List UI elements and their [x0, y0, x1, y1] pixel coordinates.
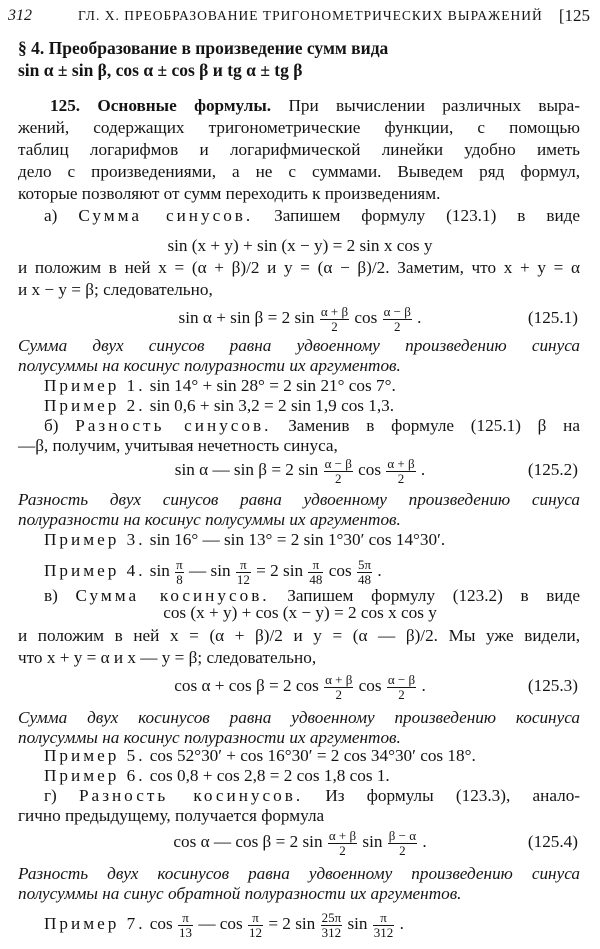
intro-line-4: дело с произведениями, а не с суммами. Выведем ряд формул, — [18, 162, 580, 181]
sub-a-line-2: и положим в ней x = (α + β)/2 и y = (α − β)/2. Заметим, что x + y = α — [18, 258, 580, 277]
sub-a-line: а) Сумма синусов. Запишем формулу (123.1) в виде — [44, 206, 581, 225]
equation-125-2: sin α — sin β = 2 sin $\frac{\alpha - \beta}{2}$ cos $\frac{\alpha + \beta}{2}$ . (125.2) — [0, 450, 600, 490]
intro-heading: 125. Основные формулы. — [50, 96, 272, 115]
sub-d-title: Разность косинусов. — [79, 786, 304, 805]
example-1: Пример 1. sin 14° + sin 28° = 2 sin 21° cos 7°. — [44, 376, 396, 395]
sub-c-title: Сумма косинусов. — [75, 586, 270, 605]
running-header — [8, 6, 590, 30]
rule-diff-cosines-2: полусуммы на синус обратной полуразности их аргументов. — [18, 884, 462, 903]
equation-number: (125.4) — [527, 832, 578, 851]
equation-cos-base: cos (x + y) + cos (x − y) = 2 cos x cos y — [163, 603, 437, 622]
sub-b-line-2: —β, получим, учитывая нечетность синуса, — [18, 436, 338, 455]
equation-125-3: cos α + cos β = 2 cos $\frac{\alpha + \beta}{2}$ cos $\frac{\alpha - \beta}{2}$ . (125.3) — [0, 666, 600, 706]
intro-line-1: 125. Основные формулы. При вычислении различных выра- — [50, 96, 580, 115]
equation-number: (125.2) — [527, 460, 578, 479]
sub-d-line-2: гично предыдущему, получается формула — [18, 806, 325, 825]
section-title-line1: § 4. Преобразование в произведение сумм вида — [18, 38, 389, 58]
example-6: Пример 6. cos 0,8 + cos 2,8 = 2 cos 1,8 cos 1. — [44, 766, 390, 785]
rule-sum-cosines-1: Сумма двух косинусов равна удвоенному произведению косинуса — [18, 708, 580, 727]
paragraph-marker: [125 — [558, 6, 590, 25]
equation-125-4: cos α — cos β = 2 sin $\frac{\alpha + \beta}{2}$ sin $\frac{\beta - \alpha}{2}$ . (125.4) — [0, 822, 600, 862]
example-3: Пример 3. sin 16° — sin 13° = 2 sin 1°30′ cos 14°30′. — [44, 530, 446, 549]
page-number: 312 — [8, 7, 32, 24]
rule-sum-sines-1: Сумма двух синусов равна удвоенному произведению синуса — [18, 336, 580, 355]
intro-line-5: которые позволяют от сумм переходить к произведениям. — [18, 184, 441, 203]
equation-sin-base: sin (x + y) + sin (x − y) = 2 sin x cos y — [167, 236, 433, 255]
section-title-line2: sin α ± sin β, cos α ± cos β и tg α ± tg β — [18, 60, 303, 80]
rule-diff-sines-2: полуразности на косинус полусуммы их аргументов. — [18, 510, 401, 529]
rule-sum-cosines-2: полусуммы на косинус полуразности их аргументов. — [18, 728, 401, 747]
rule-diff-cosines-1: Разность двух косинусов равна удвоенному произведению синуса — [18, 864, 580, 883]
sub-a-title: Сумма синусов. — [78, 206, 254, 225]
rule-diff-sines-1: Разность двух синусов равна удвоенному произведению синуса — [18, 490, 580, 509]
sub-a-line-3: и x − y = β; следовательно, — [18, 280, 213, 299]
sub-d-line: г) Разность косинусов. Из формулы (123.3), анало- — [44, 786, 581, 805]
intro-line-3: таблиц логарифмов и логарифмической линейки удобно иметь — [18, 140, 580, 159]
sub-c-line-2: и положим в ней x = (α + β)/2 и y = (α — β)/2. Мы уже видели, — [18, 626, 580, 645]
sub-c-line: в) Сумма косинусов. Запишем формулу (123.2) в виде — [44, 586, 580, 605]
example-4: Пример 4. sin $\frac{\pi}{8}$ — sin $\frac{\pi}{12}$ = 2 sin $\frac{\pi}{48}$ cos $\frac{5\pi}{48}$ . — [44, 556, 382, 587]
example-5: Пример 5. cos 52°30′ + cos 16°30′ = 2 cos 34°30′ cos 18°. — [44, 746, 476, 765]
sub-b-title: Разность синусов. — [75, 416, 272, 435]
intro-line-2: жений, содержащих тригонометрические функции, с помощью — [18, 118, 580, 137]
equation-125-1: sin α + sin β = 2 sin $\frac{\alpha + \beta}{2}$ cos $\frac{\alpha - \beta}{2}$ . (125.1) — [0, 298, 600, 338]
example-7: Пример 7. cos $\frac{\pi}{13}$ — cos $\frac{\pi}{12}$ = 2 sin $\frac{25\pi}{312}$ sin $\frac{\pi}{312}$ . — [44, 909, 404, 940]
equation-number: (125.3) — [527, 676, 578, 695]
example-2: Пример 2. sin 0,6 + sin 3,2 = 2 sin 1,9 cos 1,3. — [44, 396, 395, 415]
sub-b-line: б) Разность синусов. Заменив в формуле (125.1) β на — [44, 416, 581, 435]
sub-c-line-3: что x + y = α и x — y = β; следовательно, — [18, 648, 317, 667]
running-head: ГЛ. X. ПРЕОБРАЗОВАНИЕ ТРИГОНОМЕТРИЧЕСКИХ ВЫРАЖЕНИЙ — [78, 8, 543, 23]
equation-number: (125.1) — [527, 308, 578, 327]
rule-sum-sines-2: полусуммы на косинус полуразности их аргументов. — [18, 356, 401, 375]
